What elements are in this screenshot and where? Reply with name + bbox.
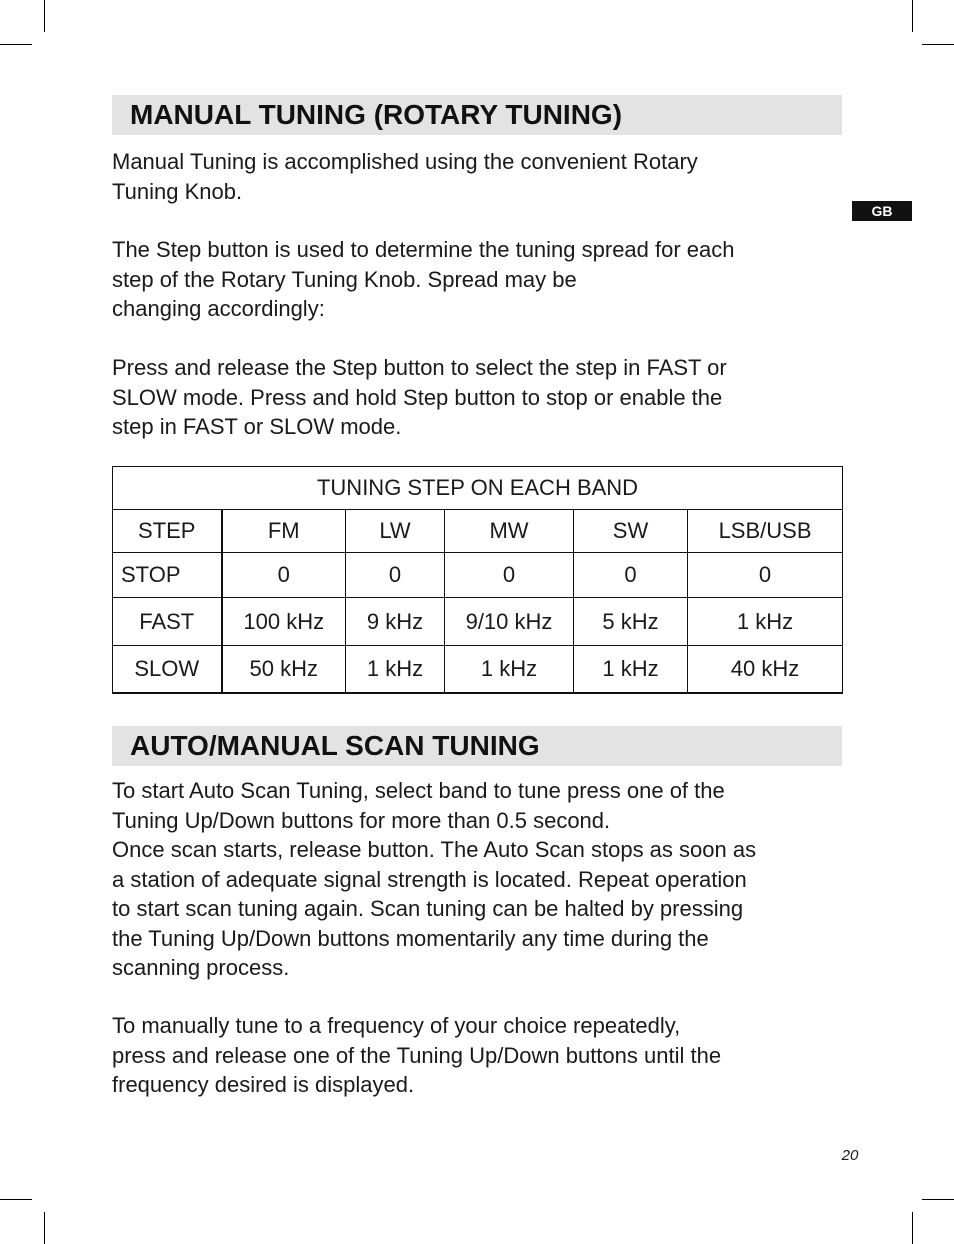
column-header: STEP xyxy=(113,510,222,553)
table-caption: TUNING STEP ON EACH BAND xyxy=(113,467,843,510)
table-row xyxy=(113,553,843,598)
table-cell: 1 kHz xyxy=(688,598,843,646)
crop-mark xyxy=(912,1212,913,1244)
paragraph-manual-tuning-intro xyxy=(112,147,842,206)
page-number: 20 xyxy=(841,1147,859,1164)
section-title-manual-tuning: MANUAL TUNING (ROTARY TUNING) xyxy=(112,95,842,135)
table-cell: 0 xyxy=(445,553,574,598)
text-line: Tuning Knob. xyxy=(112,178,243,204)
paragraph-auto-scan xyxy=(112,776,842,983)
table-cell: 0 xyxy=(346,553,445,598)
table-cell: 9/10 kHz xyxy=(445,598,574,646)
table-cell: 1 kHz xyxy=(346,646,445,694)
row-header: SLOW xyxy=(113,646,222,694)
text-line: To start Auto Scan Tuning, select band to tune press one of the xyxy=(112,778,725,803)
row-header: STOP xyxy=(113,553,222,598)
table-cell: 40 kHz xyxy=(688,646,843,694)
table-cell: 1 kHz xyxy=(445,646,574,694)
table-cell: 5 kHz xyxy=(574,598,688,646)
table-cell: 100 kHz xyxy=(222,598,346,646)
crop-mark xyxy=(44,0,45,32)
crop-mark xyxy=(0,1199,32,1200)
text-line: changing accordingly: xyxy=(112,296,325,321)
text-line: to start scan tuning again. Scan tuning can be halted by pressing xyxy=(112,896,744,921)
text-line: Tuning Up/Down buttons for more than 0.5 second. xyxy=(112,807,611,833)
column-header: MW xyxy=(445,510,574,553)
text-line: frequency desired is displayed. xyxy=(112,1072,415,1097)
table-caption-row xyxy=(113,467,843,510)
table-cell: 9 kHz xyxy=(346,598,445,646)
text-line: Manual Tuning is accomplished using the convenient Rotary xyxy=(112,149,698,174)
text-line: Press and release the Step button to select the step in FAST or xyxy=(112,355,727,380)
crop-mark xyxy=(912,0,913,32)
section-title-scan-tuning: AUTO/MANUAL SCAN TUNING xyxy=(112,726,842,766)
column-header: LSB/USB xyxy=(688,510,843,553)
column-header: LW xyxy=(346,510,445,553)
column-header: FM xyxy=(222,510,346,553)
paragraph-step-modes xyxy=(112,353,842,442)
table-row xyxy=(113,646,843,694)
table-row xyxy=(113,598,843,646)
table-cell: 0 xyxy=(222,553,346,598)
crop-mark xyxy=(44,1212,45,1244)
paragraph-step-button xyxy=(112,235,842,324)
crop-mark xyxy=(0,44,32,45)
text-line: scanning process. xyxy=(112,955,290,980)
paragraph-manual-scan xyxy=(112,1011,842,1100)
text-line: step of the Rotary Tuning Knob. Spread may be xyxy=(112,266,577,292)
language-badge: GB xyxy=(852,201,912,221)
crop-mark xyxy=(922,44,954,45)
table-cell: 0 xyxy=(574,553,688,598)
column-header: SW xyxy=(574,510,688,553)
table-header-row xyxy=(113,510,843,553)
text-line: Once scan starts, release button. The Auto Scan stops as soon as xyxy=(112,837,757,862)
text-line: press and release one of the Tuning Up/Down buttons until the xyxy=(112,1042,722,1068)
text-line: To manually tune to a frequency of your choice repeatedly, xyxy=(112,1013,681,1038)
table-cell: 1 kHz xyxy=(574,646,688,694)
table-cell: 0 xyxy=(688,553,843,598)
text-line: a station of adequate signal strength is located. Repeat operation xyxy=(112,866,747,892)
crop-mark xyxy=(922,1199,954,1200)
tuning-step-table xyxy=(112,466,843,694)
text-line: step in FAST or SLOW mode. xyxy=(112,414,402,439)
row-header: FAST xyxy=(113,598,222,646)
text-line: SLOW mode. Press and hold Step button to stop or enable the xyxy=(112,384,723,410)
text-line: The Step button is used to determine the tuning spread for each xyxy=(112,237,735,262)
text-line: the Tuning Up/Down buttons momentarily any time during the xyxy=(112,925,709,951)
table-cell: 50 kHz xyxy=(222,646,346,694)
